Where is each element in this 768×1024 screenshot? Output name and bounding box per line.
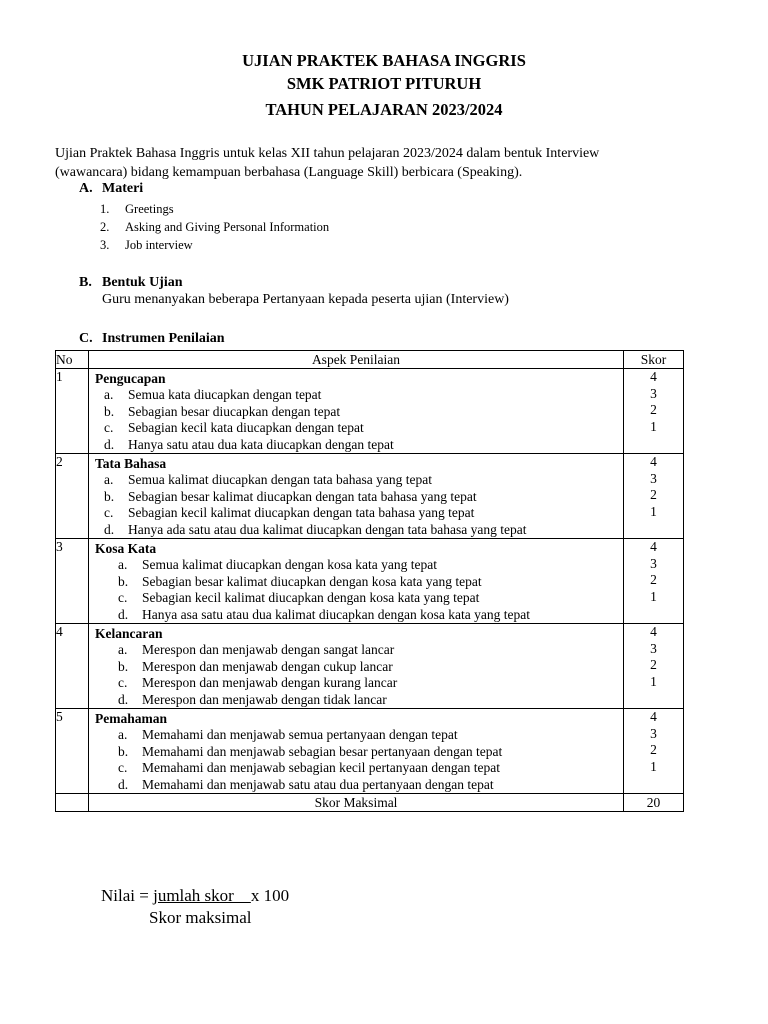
criterion-letter: a.: [118, 557, 128, 572]
row-number: 1: [56, 369, 89, 454]
score-value: 2: [650, 487, 657, 502]
aspect-cell: [89, 624, 624, 709]
aspect-title: Tata Bahasa: [95, 456, 167, 471]
criterion: [89, 404, 623, 421]
criterion: [89, 760, 623, 777]
criterion-letter: a.: [118, 642, 128, 657]
criterion-text: Merespon dan menjawab dengan tidak lancar: [142, 691, 387, 707]
score-value: 1: [650, 673, 657, 689]
criterion-text: Memahami dan menjawab sebagian besar pertanyaan dengan tepat: [142, 743, 503, 759]
criterion-text: Sebagian besar kalimat diucapkan dengan kosa kata yang tepat: [142, 573, 482, 589]
materi-item: [100, 236, 329, 254]
score-cell: [624, 539, 684, 624]
criterion-letter: a.: [104, 472, 114, 487]
criterion: [89, 420, 623, 437]
criterion-text: Memahami dan menjawab satu atau dua pertanyaan dengan tepat: [142, 776, 494, 792]
criterion-letter: b.: [118, 658, 129, 674]
criterion-letter: c.: [104, 420, 114, 435]
score-cell: [624, 369, 684, 454]
score-value: 4: [650, 624, 657, 639]
total-no-cell: [56, 794, 89, 812]
total-row: [56, 794, 684, 812]
criterion: [89, 777, 623, 794]
section-b-text: Guru menanyakan beberapa Pertanyaan kepada peserta ujian (Interview): [102, 292, 509, 307]
title-line-2: SMK PATRIOT PITURUH: [286, 74, 482, 93]
header-aspek: Aspek Penilaian: [89, 351, 624, 369]
score-value: 4: [650, 454, 657, 469]
materi-item: [100, 218, 329, 236]
criterion: [89, 590, 623, 607]
section-b-title: Bentuk Ujian: [102, 275, 183, 290]
aspect-title: Kelancaran: [95, 626, 163, 641]
criterion: [89, 659, 623, 676]
criterion: [89, 505, 623, 522]
materi-item-text: Job interview: [125, 238, 193, 252]
table-row: [56, 709, 684, 794]
score-value: 1: [650, 418, 657, 434]
score-value: 3: [650, 385, 657, 401]
criterion-text: Merespon dan menjawab dengan sangat lancar: [142, 642, 395, 657]
score-value: 3: [650, 640, 657, 656]
criterion: [89, 692, 623, 709]
formula-prefix: Nilai =: [101, 886, 154, 905]
criterion-letter: d.: [118, 776, 129, 792]
criterion-letter: c.: [118, 590, 128, 605]
score-cell: [624, 624, 684, 709]
aspect-cell: [89, 709, 624, 794]
section-a-heading: [79, 181, 143, 197]
criterion-text: Sebagian besar kalimat diucapkan dengan tata bahasa yang tepat: [128, 488, 477, 504]
score-value: 3: [650, 555, 657, 571]
criterion-text: Sebagian besar diucapkan dengan tepat: [128, 403, 341, 419]
criterion-letter: c.: [118, 760, 128, 775]
criterion: [89, 522, 623, 539]
criterion-letter: b.: [104, 403, 115, 419]
table-row: [56, 539, 684, 624]
criterion-text: Hanya ada satu atau dua kalimat diucapkan dengan tata bahasa yang tepat: [128, 521, 527, 537]
section-a-title: Materi: [102, 181, 144, 196]
criterion: [89, 472, 623, 489]
criterion-text: Hanya satu atau dua kata diucapkan dengan tepat: [128, 436, 394, 452]
score-value: 4: [650, 539, 657, 554]
criterion: [89, 557, 623, 574]
criterion: [89, 675, 623, 692]
row-number: 3: [56, 539, 89, 624]
criterion-letter: c.: [118, 675, 128, 690]
materi-item-number: 3.: [100, 238, 110, 252]
score-value: 1: [650, 503, 657, 519]
formula-denominator: Skor maksimal: [149, 908, 252, 927]
section-c-title: Instrumen Penilaian: [102, 331, 225, 346]
table-row: [56, 369, 684, 454]
score-value: 2: [650, 402, 657, 417]
materi-item-number: 2.: [100, 220, 110, 234]
criterion-text: Memahami dan menjawab sebagian kecil pertanyaan dengan tepat: [142, 760, 500, 775]
criterion-text: Semua kalimat diucapkan dengan tata bahasa yang tepat: [128, 472, 433, 487]
aspect-cell: [89, 454, 624, 539]
aspect-title: Pemahaman: [95, 711, 167, 726]
criterion-letter: c.: [104, 505, 114, 520]
criterion: [89, 727, 623, 744]
header-skor: Skor: [624, 351, 684, 369]
criterion: [89, 607, 623, 624]
score-value: 3: [650, 470, 657, 486]
criterion-letter: d.: [104, 521, 115, 537]
score-value: 2: [650, 742, 657, 757]
materi-item-number: 1.: [100, 202, 110, 216]
score-value: 2: [650, 657, 657, 672]
aspect-title: Kosa Kata: [95, 541, 157, 556]
aspect-cell: [89, 539, 624, 624]
table-row: [56, 454, 684, 539]
aspect-title: Pengucapan: [95, 371, 166, 386]
criterion-letter: b.: [118, 573, 129, 589]
criterion-letter: a.: [118, 727, 128, 742]
criterion-letter: d.: [118, 606, 129, 622]
header-no: No: [56, 351, 89, 369]
row-number: 4: [56, 624, 89, 709]
criterion-text: Semua kata diucapkan dengan tepat: [128, 387, 322, 402]
assessment-table: [55, 350, 684, 812]
criterion-text: Merespon dan menjawab dengan kurang lancar: [142, 675, 398, 690]
score-value: 4: [650, 709, 657, 724]
formula-numerator-line: [101, 885, 289, 907]
criterion-text: Semua kalimat diucapkan dengan kosa kata yang tepat: [142, 557, 438, 572]
total-value: 20: [624, 794, 684, 812]
section-b-heading: [79, 275, 183, 291]
score-cell: [624, 709, 684, 794]
criterion-text: Sebagian kecil kalimat diucapkan dengan tata bahasa yang tepat: [128, 505, 475, 520]
criterion-text: Sebagian kecil kalimat diucapkan dengan kosa kata yang tepat: [142, 590, 480, 605]
intro-line-2: (wawancara) bidang kemampuan berbahasa (Language Skill) berbicara (Speaking).: [55, 165, 523, 180]
row-number: 5: [56, 709, 89, 794]
title-line-3: TAHUN PELAJARAN 2023/2024: [265, 100, 503, 119]
criterion-letter: d.: [118, 691, 129, 707]
section-c-heading: [79, 331, 225, 347]
table-header-row: [56, 351, 684, 369]
score-cell: [624, 454, 684, 539]
criterion-text: Merespon dan menjawab dengan cukup lancar: [142, 658, 393, 674]
intro-paragraph: [55, 144, 695, 182]
score-value: 3: [650, 725, 657, 741]
criterion-letter: b.: [118, 743, 129, 759]
section-c-letter: C.: [79, 331, 93, 346]
formula-multiplier: x 100: [250, 886, 290, 905]
materi-list: [100, 200, 329, 254]
criterion: [89, 489, 623, 506]
table-row: [56, 624, 684, 709]
criterion-letter: d.: [104, 436, 115, 452]
score-formula: [101, 885, 289, 929]
intro-line-1: Ujian Praktek Bahasa Inggris untuk kelas XII tahun pelajaran 2023/2024 dalam bentuk Interview: [55, 146, 600, 161]
score-value: 1: [650, 758, 657, 774]
criterion-letter: b.: [104, 488, 115, 504]
title-line-1: UJIAN PRAKTEK BAHASA INGGRIS: [242, 51, 526, 70]
criterion: [89, 744, 623, 761]
materi-item-text: Greetings: [125, 202, 174, 216]
materi-item-text: Asking and Giving Personal Information: [125, 220, 330, 234]
criterion: [89, 437, 623, 454]
section-a-letter: A.: [79, 181, 93, 196]
criterion-letter: a.: [104, 387, 114, 402]
criterion-text: Sebagian kecil kata diucapkan dengan tepat: [128, 420, 364, 435]
formula-numerator: jumlah skor: [153, 886, 251, 905]
criterion-text: Hanya asa satu atau dua kalimat diucapkan dengan kosa kata yang tepat: [142, 606, 530, 622]
criterion: [89, 574, 623, 591]
score-value: 2: [650, 572, 657, 587]
materi-item: [100, 200, 329, 218]
section-b-letter: B.: [79, 275, 92, 290]
score-value: 4: [650, 369, 657, 384]
criterion-text: Memahami dan menjawab semua pertanyaan dengan tepat: [142, 727, 458, 742]
row-number: 2: [56, 454, 89, 539]
criterion: [89, 387, 623, 404]
total-label: Skor Maksimal: [89, 794, 624, 812]
aspect-cell: [89, 369, 624, 454]
score-value: 1: [650, 588, 657, 604]
criterion: [89, 642, 623, 659]
